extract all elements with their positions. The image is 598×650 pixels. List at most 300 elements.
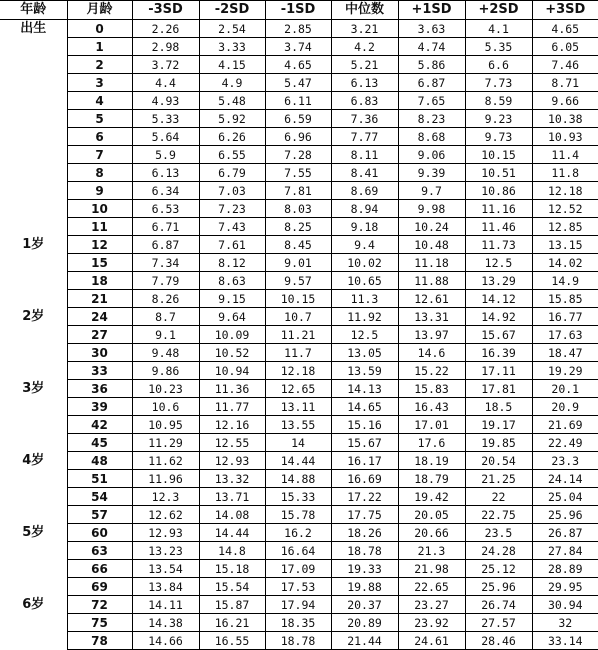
age-cell [0, 632, 67, 650]
header-row [0, 1, 598, 20]
plus-2sd-cell: 19.85 [465, 434, 532, 452]
table-row [0, 542, 598, 560]
minus-3sd-cell: 12.62 [132, 506, 199, 524]
plus-2sd-cell: 8.59 [465, 92, 532, 110]
table-row [0, 470, 598, 488]
plus-2sd-cell: 14.92 [465, 308, 532, 326]
plus-1sd-cell: 20.66 [398, 524, 465, 542]
median-cell: 15.67 [331, 434, 398, 452]
month-cell: 48 [67, 452, 132, 470]
minus-3sd-cell: 8.26 [132, 290, 199, 308]
age-cell [0, 56, 67, 74]
age-cell [0, 542, 67, 560]
minus-3sd-cell: 4.93 [132, 92, 199, 110]
minus-1sd-cell: 16.64 [265, 542, 331, 560]
age-cell [0, 38, 67, 56]
month-cell: 7 [67, 146, 132, 164]
median-cell: 6.83 [331, 92, 398, 110]
month-cell: 9 [67, 182, 132, 200]
minus-3sd-cell: 7.34 [132, 254, 199, 272]
minus-1sd-cell: 9.01 [265, 254, 331, 272]
month-cell: 78 [67, 632, 132, 650]
plus-1sd-cell: 4.74 [398, 38, 465, 56]
minus-3sd-cell: 9.1 [132, 326, 199, 344]
table-row [0, 200, 598, 218]
header-age: 年龄 [0, 1, 67, 20]
plus-1sd-cell: 24.61 [398, 632, 465, 650]
plus-3sd-cell: 4.65 [532, 20, 598, 38]
plus-3sd-cell: 25.04 [532, 488, 598, 506]
minus-1sd-cell: 13.11 [265, 398, 331, 416]
plus-1sd-cell: 10.24 [398, 218, 465, 236]
month-cell: 11 [67, 218, 132, 236]
median-cell: 19.88 [331, 578, 398, 596]
plus-1sd-cell: 8.23 [398, 110, 465, 128]
minus-1sd-cell: 12.18 [265, 362, 331, 380]
age-cell [0, 74, 67, 92]
median-cell: 9.18 [331, 218, 398, 236]
median-cell: 20.37 [331, 596, 398, 614]
minus-2sd-cell: 4.9 [199, 74, 265, 92]
plus-1sd-cell: 23.92 [398, 614, 465, 632]
plus-1sd-cell: 22.65 [398, 578, 465, 596]
median-cell: 13.59 [331, 362, 398, 380]
plus-1sd-cell: 6.87 [398, 74, 465, 92]
minus-1sd-cell: 18.35 [265, 614, 331, 632]
minus-3sd-cell: 6.53 [132, 200, 199, 218]
minus-2sd-cell: 3.33 [199, 38, 265, 56]
table-row [0, 488, 598, 506]
plus-3sd-cell: 33.14 [532, 632, 598, 650]
table-row [0, 344, 598, 362]
table-row [0, 632, 598, 650]
minus-3sd-cell: 14.38 [132, 614, 199, 632]
plus-3sd-cell: 7.46 [532, 56, 598, 74]
table-row [0, 506, 598, 524]
minus-1sd-cell: 17.09 [265, 560, 331, 578]
month-cell: 69 [67, 578, 132, 596]
age-cell: 1岁 [22, 236, 45, 252]
plus-1sd-cell: 11.88 [398, 272, 465, 290]
plus-3sd-cell: 11.4 [532, 146, 598, 164]
age-cell [0, 200, 67, 218]
plus-3sd-cell: 25.96 [532, 506, 598, 524]
plus-3sd-cell: 14.02 [532, 254, 598, 272]
minus-2sd-cell: 13.32 [199, 470, 265, 488]
minus-3sd-cell: 2.98 [132, 38, 199, 56]
minus-1sd-cell: 6.11 [265, 92, 331, 110]
plus-2sd-cell: 15.67 [465, 326, 532, 344]
age-cell [0, 560, 67, 578]
minus-2sd-cell: 11.36 [199, 380, 265, 398]
plus-3sd-cell: 12.52 [532, 200, 598, 218]
age-cell: 6岁 [22, 596, 45, 612]
month-cell: 15 [67, 254, 132, 272]
minus-3sd-cell: 7.79 [132, 272, 199, 290]
minus-2sd-cell: 9.64 [199, 308, 265, 326]
plus-3sd-cell: 20.9 [532, 398, 598, 416]
plus-1sd-cell: 9.06 [398, 146, 465, 164]
plus-3sd-cell: 26.87 [532, 524, 598, 542]
plus-3sd-cell: 28.89 [532, 560, 598, 578]
table-row [0, 92, 598, 110]
plus-1sd-cell: 23.27 [398, 596, 465, 614]
median-cell: 3.21 [331, 20, 398, 38]
plus-2sd-cell: 11.73 [465, 236, 532, 254]
minus-1sd-cell: 17.94 [265, 596, 331, 614]
table-row [0, 326, 598, 344]
minus-3sd-cell: 5.33 [132, 110, 199, 128]
plus-2sd-cell: 28.46 [465, 632, 532, 650]
minus-2sd-cell: 10.09 [199, 326, 265, 344]
plus-3sd-cell: 23.3 [532, 452, 598, 470]
median-cell: 19.33 [331, 560, 398, 578]
minus-1sd-cell: 5.47 [265, 74, 331, 92]
median-cell: 9.4 [331, 236, 398, 254]
median-cell: 8.41 [331, 164, 398, 182]
age-cell [0, 146, 67, 164]
age-cell [0, 578, 67, 596]
plus-3sd-cell: 27.84 [532, 542, 598, 560]
minus-3sd-cell: 6.71 [132, 218, 199, 236]
plus-1sd-cell: 15.22 [398, 362, 465, 380]
minus-1sd-cell: 15.78 [265, 506, 331, 524]
age-cell [0, 326, 67, 344]
plus-1sd-cell: 13.31 [398, 308, 465, 326]
plus-2sd-cell: 11.16 [465, 200, 532, 218]
minus-3sd-cell: 6.13 [132, 164, 199, 182]
minus-2sd-cell: 14.08 [199, 506, 265, 524]
plus-2sd-cell: 25.96 [465, 578, 532, 596]
table-row [0, 236, 598, 254]
minus-2sd-cell: 12.16 [199, 416, 265, 434]
plus-2sd-cell: 7.73 [465, 74, 532, 92]
median-cell: 12.5 [331, 326, 398, 344]
age-cell [0, 254, 67, 272]
minus-3sd-cell: 13.23 [132, 542, 199, 560]
age-cell [0, 290, 67, 308]
plus-3sd-cell: 32 [532, 614, 598, 632]
month-cell: 66 [67, 560, 132, 578]
plus-2sd-cell: 19.17 [465, 416, 532, 434]
month-cell: 21 [67, 290, 132, 308]
header-plus-1sd: +1SD [398, 1, 465, 20]
table-row [0, 146, 598, 164]
table-row [0, 20, 598, 38]
minus-1sd-cell: 3.74 [265, 38, 331, 56]
plus-2sd-cell: 10.15 [465, 146, 532, 164]
age-cell [0, 614, 67, 632]
plus-2sd-cell: 16.39 [465, 344, 532, 362]
header-plus-3sd: +3SD [532, 1, 598, 20]
month-cell: 42 [67, 416, 132, 434]
table-row [0, 128, 598, 146]
age-cell [0, 164, 67, 182]
plus-3sd-cell: 13.15 [532, 236, 598, 254]
median-cell: 18.78 [331, 542, 398, 560]
plus-2sd-cell: 22 [465, 488, 532, 506]
month-cell: 54 [67, 488, 132, 506]
plus-3sd-cell: 11.8 [532, 164, 598, 182]
plus-1sd-cell: 11.18 [398, 254, 465, 272]
age-cell [0, 344, 67, 362]
table-row [0, 182, 598, 200]
table-row [0, 254, 598, 272]
table-row [0, 434, 598, 452]
minus-2sd-cell: 7.61 [199, 236, 265, 254]
age-cell [0, 110, 67, 128]
plus-2sd-cell: 27.57 [465, 614, 532, 632]
plus-1sd-cell: 17.6 [398, 434, 465, 452]
minus-2sd-cell: 5.92 [199, 110, 265, 128]
age-cell [0, 416, 67, 434]
minus-2sd-cell: 6.26 [199, 128, 265, 146]
plus-1sd-cell: 5.86 [398, 56, 465, 74]
plus-3sd-cell: 12.18 [532, 182, 598, 200]
minus-1sd-cell: 6.96 [265, 128, 331, 146]
table-row [0, 362, 598, 380]
table-row [0, 38, 598, 56]
table-row [0, 452, 598, 470]
minus-2sd-cell: 5.48 [199, 92, 265, 110]
plus-3sd-cell: 19.29 [532, 362, 598, 380]
month-cell: 57 [67, 506, 132, 524]
minus-2sd-cell: 16.55 [199, 632, 265, 650]
minus-2sd-cell: 15.87 [199, 596, 265, 614]
minus-3sd-cell: 13.84 [132, 578, 199, 596]
age-cell: 4岁 [22, 452, 45, 468]
median-cell: 17.22 [331, 488, 398, 506]
minus-1sd-cell: 11.21 [265, 326, 331, 344]
table-body [0, 20, 598, 650]
age-cell [0, 128, 67, 146]
median-cell: 16.69 [331, 470, 398, 488]
month-cell: 27 [67, 326, 132, 344]
plus-2sd-cell: 12.5 [465, 254, 532, 272]
plus-3sd-cell: 29.95 [532, 578, 598, 596]
median-cell: 6.13 [331, 74, 398, 92]
plus-1sd-cell: 13.97 [398, 326, 465, 344]
minus-1sd-cell: 7.55 [265, 164, 331, 182]
plus-1sd-cell: 7.65 [398, 92, 465, 110]
month-cell: 8 [67, 164, 132, 182]
plus-2sd-cell: 24.28 [465, 542, 532, 560]
plus-3sd-cell: 10.38 [532, 110, 598, 128]
minus-3sd-cell: 5.9 [132, 146, 199, 164]
minus-3sd-cell: 13.54 [132, 560, 199, 578]
plus-3sd-cell: 20.1 [532, 380, 598, 398]
minus-2sd-cell: 7.43 [199, 218, 265, 236]
age-cell [0, 182, 67, 200]
plus-3sd-cell: 18.47 [532, 344, 598, 362]
median-cell: 13.05 [331, 344, 398, 362]
median-cell: 8.11 [331, 146, 398, 164]
median-cell: 10.02 [331, 254, 398, 272]
plus-1sd-cell: 17.01 [398, 416, 465, 434]
plus-2sd-cell: 6.6 [465, 56, 532, 74]
minus-1sd-cell: 10.7 [265, 308, 331, 326]
plus-2sd-cell: 23.5 [465, 524, 532, 542]
plus-1sd-cell: 15.83 [398, 380, 465, 398]
plus-2sd-cell: 9.23 [465, 110, 532, 128]
age-cell: 5岁 [22, 524, 45, 540]
minus-2sd-cell: 9.15 [199, 290, 265, 308]
age-cell [0, 272, 67, 290]
age-cell [0, 398, 67, 416]
table-row [0, 614, 598, 632]
table-row [0, 380, 598, 398]
month-cell: 36 [67, 380, 132, 398]
median-cell: 10.65 [331, 272, 398, 290]
minus-2sd-cell: 13.71 [199, 488, 265, 506]
plus-1sd-cell: 18.19 [398, 452, 465, 470]
minus-2sd-cell: 7.03 [199, 182, 265, 200]
plus-3sd-cell: 14.9 [532, 272, 598, 290]
plus-3sd-cell: 9.66 [532, 92, 598, 110]
plus-3sd-cell: 6.05 [532, 38, 598, 56]
median-cell: 8.69 [331, 182, 398, 200]
plus-1sd-cell: 9.98 [398, 200, 465, 218]
minus-3sd-cell: 6.87 [132, 236, 199, 254]
median-cell: 7.77 [331, 128, 398, 146]
month-cell: 0 [67, 20, 132, 38]
table-row [0, 398, 598, 416]
plus-2sd-cell: 17.11 [465, 362, 532, 380]
month-cell: 39 [67, 398, 132, 416]
month-cell: 30 [67, 344, 132, 362]
minus-1sd-cell: 17.53 [265, 578, 331, 596]
minus-1sd-cell: 12.65 [265, 380, 331, 398]
median-cell: 21.44 [331, 632, 398, 650]
plus-2sd-cell: 5.35 [465, 38, 532, 56]
plus-2sd-cell: 21.25 [465, 470, 532, 488]
minus-2sd-cell: 10.94 [199, 362, 265, 380]
minus-3sd-cell: 11.62 [132, 452, 199, 470]
minus-2sd-cell: 12.93 [199, 452, 265, 470]
plus-1sd-cell: 8.68 [398, 128, 465, 146]
header-minus-1sd: -1SD [265, 1, 331, 20]
minus-2sd-cell: 14.44 [199, 524, 265, 542]
plus-3sd-cell: 8.71 [532, 74, 598, 92]
plus-2sd-cell: 20.54 [465, 452, 532, 470]
median-cell: 14.65 [331, 398, 398, 416]
minus-3sd-cell: 10.23 [132, 380, 199, 398]
minus-2sd-cell: 2.54 [199, 20, 265, 38]
minus-3sd-cell: 9.48 [132, 344, 199, 362]
plus-1sd-cell: 3.63 [398, 20, 465, 38]
minus-3sd-cell: 8.7 [132, 308, 199, 326]
plus-2sd-cell: 4.1 [465, 20, 532, 38]
age-cell: 3岁 [22, 380, 45, 396]
minus-3sd-cell: 10.6 [132, 398, 199, 416]
table-row [0, 56, 598, 74]
plus-3sd-cell: 12.85 [532, 218, 598, 236]
table-row [0, 524, 598, 542]
age-cell [0, 506, 67, 524]
minus-3sd-cell: 4.4 [132, 74, 199, 92]
minus-1sd-cell: 10.15 [265, 290, 331, 308]
plus-1sd-cell: 9.7 [398, 182, 465, 200]
table-row [0, 290, 598, 308]
header-month: 月龄 [67, 1, 132, 20]
header-minus-3sd: -3SD [132, 1, 199, 20]
median-cell: 11.3 [331, 290, 398, 308]
minus-1sd-cell: 14.88 [265, 470, 331, 488]
month-cell: 12 [67, 236, 132, 254]
minus-2sd-cell: 10.52 [199, 344, 265, 362]
table-row [0, 560, 598, 578]
plus-1sd-cell: 12.61 [398, 290, 465, 308]
table-row [0, 218, 598, 236]
month-cell: 2 [67, 56, 132, 74]
minus-1sd-cell: 7.81 [265, 182, 331, 200]
minus-2sd-cell: 11.77 [199, 398, 265, 416]
minus-3sd-cell: 3.72 [132, 56, 199, 74]
minus-3sd-cell: 6.34 [132, 182, 199, 200]
minus-2sd-cell: 8.12 [199, 254, 265, 272]
minus-3sd-cell: 11.29 [132, 434, 199, 452]
table-row [0, 416, 598, 434]
table-row [0, 164, 598, 182]
median-cell: 14.13 [331, 380, 398, 398]
month-cell: 3 [67, 74, 132, 92]
minus-3sd-cell: 9.86 [132, 362, 199, 380]
plus-2sd-cell: 14.12 [465, 290, 532, 308]
month-cell: 24 [67, 308, 132, 326]
minus-1sd-cell: 9.57 [265, 272, 331, 290]
minus-1sd-cell: 6.59 [265, 110, 331, 128]
plus-3sd-cell: 16.77 [532, 308, 598, 326]
median-cell: 11.92 [331, 308, 398, 326]
minus-3sd-cell: 10.95 [132, 416, 199, 434]
median-cell: 15.16 [331, 416, 398, 434]
minus-1sd-cell: 2.85 [265, 20, 331, 38]
minus-1sd-cell: 14.44 [265, 452, 331, 470]
minus-1sd-cell: 4.65 [265, 56, 331, 74]
age-cell [0, 218, 67, 236]
age-cell [0, 470, 67, 488]
month-cell: 10 [67, 200, 132, 218]
minus-2sd-cell: 6.79 [199, 164, 265, 182]
plus-2sd-cell: 9.73 [465, 128, 532, 146]
plus-1sd-cell: 19.42 [398, 488, 465, 506]
minus-1sd-cell: 11.7 [265, 344, 331, 362]
plus-3sd-cell: 17.63 [532, 326, 598, 344]
minus-2sd-cell: 7.23 [199, 200, 265, 218]
month-cell: 63 [67, 542, 132, 560]
age-cell: 2岁 [22, 308, 45, 324]
age-cell [0, 434, 67, 452]
month-cell: 6 [67, 128, 132, 146]
month-cell: 18 [67, 272, 132, 290]
plus-3sd-cell: 10.93 [532, 128, 598, 146]
table-row [0, 74, 598, 92]
minus-2sd-cell: 6.55 [199, 146, 265, 164]
plus-3sd-cell: 15.85 [532, 290, 598, 308]
header-median: 中位数 [331, 1, 398, 20]
month-cell: 4 [67, 92, 132, 110]
table-row [0, 596, 598, 614]
month-cell: 5 [67, 110, 132, 128]
month-cell: 1 [67, 38, 132, 56]
median-cell: 20.89 [331, 614, 398, 632]
plus-1sd-cell: 10.48 [398, 236, 465, 254]
minus-2sd-cell: 15.54 [199, 578, 265, 596]
header-plus-2sd: +2SD [465, 1, 532, 20]
plus-1sd-cell: 21.3 [398, 542, 465, 560]
month-cell: 33 [67, 362, 132, 380]
age-cell [0, 362, 67, 380]
